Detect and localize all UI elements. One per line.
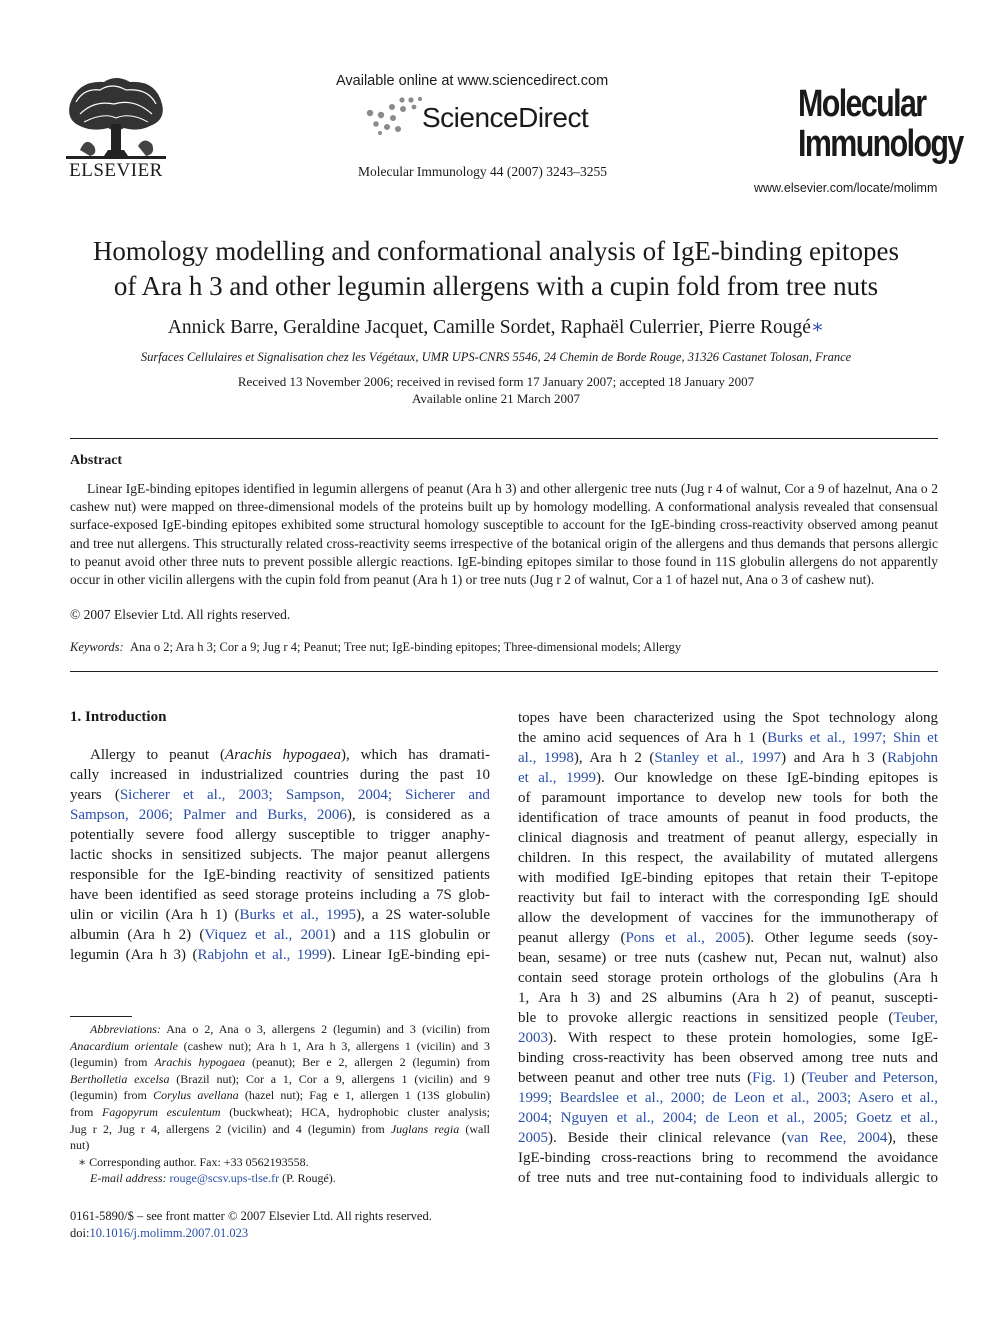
- text-line: legumin (Ara h 3) (Rabjohn et al., 1999). Linear IgE-binding epi-: [70, 947, 490, 963]
- journal-url-link[interactable]: www.elsevier.com/locate/molimm: [754, 181, 938, 195]
- author-list: Annick Barre, Geraldine Jacquet, Camille Sordet, Raphaël Culerrier, Pierre Rougé∗: [167, 317, 825, 338]
- text-line: years (Sicherer et al., 2003; Sampson, 2004; Sicherer and: [70, 787, 490, 803]
- sciencedirect-wordmark: ScienceDirect: [422, 102, 589, 133]
- available-date: Available online 21 March 2007: [412, 391, 580, 406]
- email-footnote: E-mail address: rouge@scsv.ups-tlse.fr (P. Rougé).: [90, 1171, 336, 1186]
- doi-link[interactable]: 10.1016/j.molimm.2007.01.023: [89, 1225, 249, 1240]
- keywords-label: Keywords:: [70, 640, 124, 654]
- text-line: reactivity but fail to interact with the corresponding IgE should: [518, 890, 938, 906]
- text-line: clinical diagnosis and treatment of peanut allergy, especially in: [518, 830, 938, 846]
- text-line: identification of trace amounts of peanut in food products, the: [518, 810, 938, 826]
- divider-top: [70, 438, 938, 439]
- section-heading-introduction: 1. Introduction: [70, 709, 167, 725]
- italic-term: Bertholletia excelsa: [70, 1071, 170, 1086]
- text-line: responsible for the IgE-binding reactivity of sensitized patients: [70, 867, 490, 883]
- footnote-line: (legumin) from Arachis hypogaea (peanut); Ber e 2, allergen 2 (legumin) from: [70, 1055, 490, 1070]
- journal-title: Molecular Immunology: [798, 83, 963, 165]
- citation-link[interactable]: Sicherer et al., 2003; Sampson, 2004; Sicherer and: [119, 787, 490, 803]
- text-line: et al., 1999). Our knowledge on these IgE-binding epitopes is: [518, 770, 938, 786]
- keywords-line: [70, 640, 681, 655]
- text-line: ulin or vicilin (Ara h 1) (Burks et al., 1995), a 2S water-soluble: [70, 907, 490, 923]
- text-line: 1, Ara h 3) and 2S albumins (Ara h 2) of peanut, suscepti-: [518, 990, 938, 1006]
- journal-citation: Molecular Immunology 44 (2007) 3243–3255: [358, 164, 607, 179]
- corresponding-author-footnote: ∗ Corresponding author. Fax: +33 0562193558.: [78, 1154, 309, 1169]
- text-line: with modified IgE-binding epitopes that retain their T-epitope: [518, 870, 938, 886]
- citation-link[interactable]: al., 1998: [518, 750, 574, 766]
- footnote-divider: [70, 1016, 132, 1017]
- text-line: Allergy to peanut (Arachis hypogaea), which has dramati-: [90, 747, 490, 763]
- text-line: 2005). Beside their clinical relevance (van Ree, 2004), these: [518, 1130, 938, 1146]
- citation-link[interactable]: 1999; Beardslee et al., 2000; de Leon et al., 2003; Asero et al.,: [518, 1090, 938, 1106]
- corresponding-author-link[interactable]: ∗: [810, 317, 825, 338]
- citation-link[interactable]: Sampson, 2006; Palmer and Burks, 2006: [70, 807, 347, 823]
- citation-link[interactable]: Viquez et al., 2001: [204, 927, 331, 943]
- text-line: Sampson, 2006; Palmer and Burks, 2006), is considered as a: [70, 807, 490, 823]
- text-line: IgE-binding cross-reactions bring to recommend the avoidance: [518, 1150, 938, 1166]
- italic-term: Arachis hypogaea: [154, 1055, 246, 1070]
- citation-link[interactable]: Rabjohn: [887, 750, 938, 766]
- text-line: [518, 1088, 938, 1108]
- citation-link[interactable]: Fig. 1: [752, 1070, 790, 1086]
- article-dates: [40, 373, 952, 407]
- abstract-text: Linear IgE-binding epitopes identified in legumin allergens of peanut (Ara h 3) and other allergenic tree nuts (Jug r 4 of walnut, Cor a 9 of hazelnut, Ana o 2 cashew nut) were mapped on three-dimensional models of the proteins built up by homology modelling. A conformational analysis revealed that consensual surface-exposed IgE-binding epitopes exhibited some structural homology susceptible to account for the IgE-binding cross-reactivity observed among peanut and tree nut allergens. This structurally related cross-reactivity seems irrespective of the botanical origin of the allergens and thus demands that persons allergic to peanut avoid other three nuts to prevent possible allergic reactions. IgE-binding epitopes similar to those found in 11S globulin allergens do not apparently occur in other vicilin allergens with the cupin fold from peanut (Ara h 1) or tree nuts (Jug r 2 of walnut, Cor a 1 of hazel nut, Ana o 3 of cashew nut).: [70, 481, 938, 588]
- text-line: of paramount importance to develop new tools for both the: [518, 790, 938, 806]
- citation-link[interactable]: van Ree, 2004: [786, 1130, 888, 1146]
- italic-term: Abbreviations:: [90, 1022, 161, 1036]
- keywords-list: Ana o 2; Ara h 3; Cor a 9; Jug r 4; Peanut; Tree nut; IgE-binding epitopes; Three-dimensional models; Allergy: [129, 640, 682, 654]
- email-link[interactable]: rouge@scsv.ups-tlse.fr: [169, 1171, 280, 1186]
- footnote-line: Anacardium orientale (cashew nut); Ara h 1, Ara h 3, allergens 1 (vicilin) and 3: [70, 1038, 490, 1053]
- text-line: [518, 1108, 938, 1128]
- text-line: ble to provoke allergic reactions in sensitized people (Teuber,: [518, 1010, 938, 1026]
- abstract-heading: Abstract: [70, 453, 123, 468]
- footnote-line: nut): [70, 1138, 90, 1153]
- text-line: topes have been characterized using the Spot technology along: [518, 710, 938, 726]
- text-line: lactic shocks in sensitized subjects. The major peanut allergens: [70, 847, 490, 863]
- affiliation: Surfaces Cellulaires et Signalisation chez les Végétaux, UMR UPS-CNRS 5546, 24 Chemin de Borde Rouge, 31326 Castanet Tolosan, France: [140, 350, 852, 364]
- footnote-line: Abbreviations: Ana o 2, Ana o 3, allergens 2 (legumin) and 3 (vicilin) from: [90, 1022, 490, 1036]
- footnote-line: (legumin) from Corylus avellana (hazel nut); Fag e 1, allergen 1 (13S globulin): [70, 1088, 490, 1103]
- citation-link[interactable]: Teuber and Peterson,: [806, 1070, 938, 1086]
- citation-link[interactable]: Rabjohn et al., 1999: [197, 947, 327, 963]
- italic-term: Fagopyrum esculentum: [101, 1104, 221, 1119]
- citation-link[interactable]: et al., 1999: [518, 770, 596, 786]
- italic-term: Arachis hypogaea: [225, 747, 341, 763]
- footnotes: [70, 1021, 490, 1187]
- citation-link[interactable]: 2004; Nguyen et al., 2004; de Leon et al., 2005; Goetz et al.,: [518, 1110, 938, 1126]
- text-line: albumin (Ara h 2) (Viquez et al., 2001) and a 11S globulin or: [70, 927, 491, 943]
- text-line: potentially severe food allergy susceptible to trigger anaphy-: [70, 827, 490, 843]
- citation-link[interactable]: Teuber,: [893, 1010, 938, 1026]
- citation-link[interactable]: Burks et al., 1997; Shin et: [767, 730, 938, 746]
- footnote-line: Jug r 2, Jug r 4, allergens 2 (vicilin) and 4 (legumin) from Juglans regia (wall: [70, 1121, 490, 1136]
- text-line: contain seed storage protein orthologs of the globulins (Ara h: [518, 970, 938, 986]
- italic-term: Corylus avellana: [153, 1088, 239, 1103]
- citation-link[interactable]: Pons et al., 2005: [625, 930, 746, 946]
- citation-link[interactable]: 2003: [518, 1030, 548, 1046]
- footnote-line: Bertholletia excelsa (Brazil nut); Cor a 1, Cor a 9, allergens 1 (vicilin) and 9: [70, 1071, 490, 1086]
- italic-term: Juglans regia: [390, 1121, 460, 1136]
- front-matter: [70, 1208, 432, 1241]
- text-line: allow the development of vaccines for the immunotherapy of: [518, 910, 938, 926]
- issn-line: 0161-5890/$ – see front matter © 2007 Elsevier Ltd. All rights reserved.: [70, 1209, 432, 1223]
- citation-link[interactable]: 2005: [518, 1130, 548, 1146]
- received-dates: Received 13 November 2006; received in revised form 17 January 2007; accepted 18 January 2007: [237, 374, 755, 389]
- abstract-copyright: © 2007 Elsevier Ltd. All rights reserved.: [70, 607, 291, 622]
- intro-right-column: [518, 708, 938, 1188]
- text-line: the amino acid sequences of Ara h 1 (Burks et al., 1997; Shin et: [518, 730, 938, 746]
- citation-link[interactable]: Stanley et al., 1997: [654, 750, 782, 766]
- text-line: peanut allergy (Pons et al., 2005). Other legume seeds (soy-: [518, 930, 938, 946]
- italic-term: Anacardium orientale: [70, 1038, 178, 1053]
- text-line: al., 1998), Ara h 2 (Stanley et al., 1997) and Ara h 3 (Rabjohn: [518, 750, 938, 766]
- text-line: bean, sesame) or tree nuts (cashew nut, Pecan nut, walnut) also: [518, 950, 938, 966]
- doi-line: doi:10.1016/j.molimm.2007.01.023: [70, 1225, 249, 1240]
- citation-link[interactable]: Burks et al., 1995: [239, 907, 356, 923]
- text-line: between peanut and other tree nuts (Fig. 1) (Teuber and Peterson,: [518, 1070, 938, 1086]
- article-title: Homology modelling and conformational analysis of IgE-binding epitopes of Ara h 3 and other legumin allergens with a cupin fold from tree nuts: [92, 236, 900, 301]
- divider-bottom: [70, 671, 938, 672]
- footnote-line: from Fagopyrum esculentum (buckwheat); HCA, hydrophobic cluster analysis;: [70, 1104, 491, 1119]
- text-line: 2003). With respect to these protein homologies, some IgE-: [518, 1030, 938, 1046]
- text-line: of tree nuts and tree nut-containing food to individuals allergic to: [518, 1170, 938, 1186]
- available-online-line: Available online at www.sciencedirect.com: [336, 73, 609, 89]
- text-line: children. In this respect, the availability of mutated allergens: [518, 850, 938, 866]
- abbreviations-footnote: [70, 1021, 490, 1154]
- text-line: have been identified as seed storage proteins including a 7S glob-: [70, 887, 490, 903]
- text-line: cally increased in industrialized countries during the past 10: [70, 767, 490, 783]
- publisher-name: ELSEVIER: [69, 160, 163, 181]
- text-line: binding cross-reactivity has been observed among tree nuts and: [518, 1050, 938, 1066]
- intro-left-column: [70, 745, 490, 965]
